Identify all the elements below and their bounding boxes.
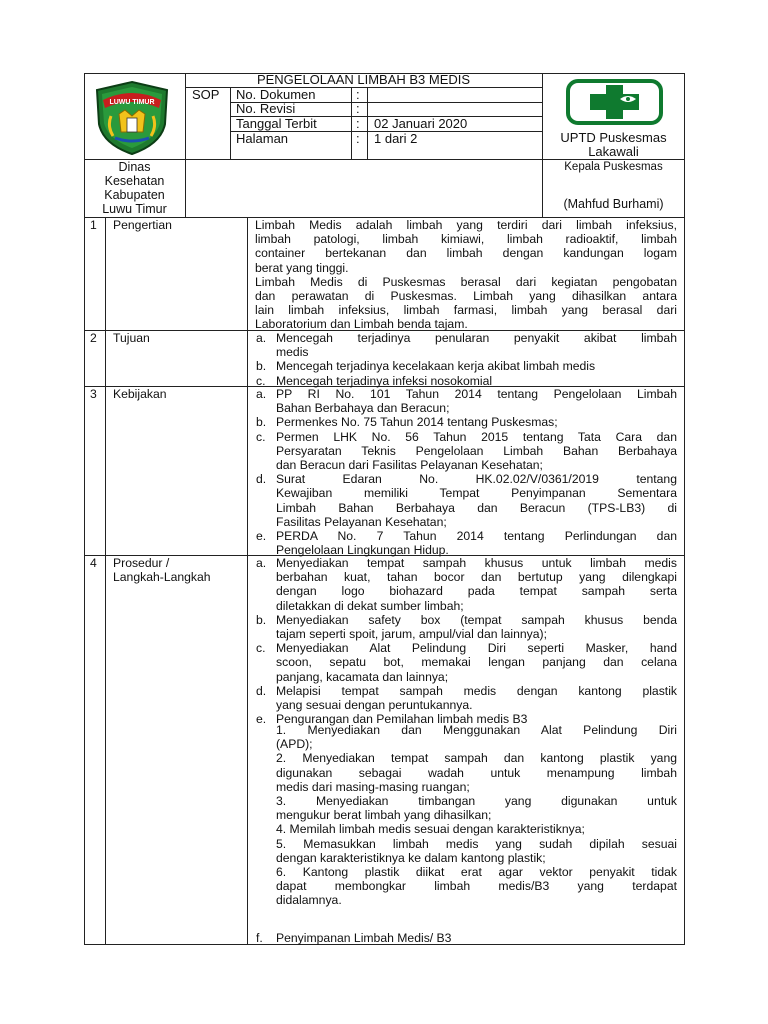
sub-list-item (276, 751, 677, 794)
field-sep: : (356, 116, 360, 131)
section-4-subitems (276, 723, 677, 907)
list-item-text: Penyimpanan Limbah Medis/ B3 (276, 931, 452, 945)
text-line: dengan karakteristiknya ke dalam kantong plastik; (276, 850, 546, 865)
field-value-halaman: 1 dari 2 (374, 131, 418, 146)
left-org-line: Kabupaten (104, 188, 165, 202)
text-line: 3. Menyediakan timbangan yang digunakan untuk (276, 793, 677, 808)
sub-list-item (276, 822, 677, 836)
text-line: scoon, sepatu bot, memakai lengan panjang dan celana (276, 655, 677, 670)
text-line: Mencegah terjadinya infeksi nosokomial (276, 373, 493, 388)
right-org-line1: UPTD Puskesmas (560, 130, 667, 145)
text-line: PERDA No. 7 Tahun 2014 tentang Perlindungan dan (276, 528, 677, 543)
list-item (255, 556, 677, 613)
text-line: 4. Memilah limbah medis sesuai dengan karakteristiknya; (276, 822, 585, 837)
list-marker: c. (256, 641, 266, 656)
text-line: Mencegah terjadinya penularan penyakit akibat limbah (276, 331, 677, 345)
list-marker: e. (256, 712, 267, 727)
text-line: 1. Menyediakan dan Menggunakan Alat Pelindung Diri (276, 723, 677, 737)
puskesmas-logo (566, 79, 663, 125)
list-marker: a. (256, 331, 267, 345)
list-item (255, 387, 677, 415)
section-1-body (255, 218, 677, 332)
section-3-body (255, 387, 677, 557)
list-marker: d. (256, 472, 267, 487)
section-title: Kebijakan (113, 387, 167, 401)
text-line: container bertekanan dan limbah dengan kandungan logam (255, 246, 677, 261)
left-org-line: Kesehatan (104, 174, 165, 188)
field-sep: : (356, 87, 360, 102)
text-line: Persyaratan Teknis Pengelolaan Limbah Bahan Berbahaya (276, 443, 677, 458)
sub-list-item (276, 837, 677, 865)
text-line: Limbah Medis adalah limbah yang terdiri dari limbah infeksius, (255, 218, 677, 232)
left-org-line: Luwu Timur (102, 202, 167, 216)
text-line: panjang, kacamata dan lainnya; (276, 669, 449, 684)
list-marker: f. (256, 931, 263, 945)
text-line: dapat membongkar limbah medis/B3 yang terdapat (276, 879, 677, 894)
section-number: 3 (90, 387, 97, 401)
text-line: 6. Kantong plastik diikat erat agar vektor penyakit tidak (276, 864, 677, 879)
text-line: digunakan sebagai wadah untuk menampung limbah (276, 765, 677, 780)
text-line: Limbah Medis di Puskesmas berasal dari kegiatan pengobatan (255, 274, 677, 289)
list-marker: a. (256, 556, 267, 570)
field-sep: : (356, 101, 360, 116)
left-org-line: Dinas (118, 160, 151, 174)
field-label-no-revisi: No. Revisi (236, 101, 296, 116)
text-line: Permen LHK No. 56 Tahun 2015 tentang Tata Cara dan (276, 429, 677, 444)
text-line: limbah patologi, limbah kimiawi, limbah radioaktif, limbah (255, 232, 677, 247)
right-org-line2: Lakawali (588, 144, 639, 159)
text-line: Menyediakan safety box (tempat sampah khusus benda (276, 612, 677, 627)
list-item (255, 472, 677, 529)
list-marker: c. (256, 373, 266, 388)
section-title-line1: Prosedur / (113, 556, 170, 570)
text-line: mengukur berat limbah yang dihasilkan; (276, 808, 492, 823)
text-line: 2. Menyediakan tempat sampah dan kantong plastik yang (276, 751, 677, 766)
text-line: didalamnya. (276, 893, 342, 908)
sub-list-item (276, 794, 677, 822)
section-2-body (255, 331, 677, 388)
section-title: Tujuan (113, 331, 150, 345)
section-title: Pengertian (113, 218, 172, 232)
text-line: Melapisi tempat sampah medis dengan kantong plastik (276, 683, 677, 698)
text-line: Menyediakan Alat Pelindung Diri seperti Masker, hand (276, 641, 677, 656)
list-item (255, 331, 677, 359)
text-line: Kewajiban memiliki Tempat Penyimpanan Sementara (276, 486, 677, 501)
text-line: diletakkan di dekat sumber limbah; (276, 598, 464, 613)
field-label-halaman: Halaman (236, 131, 289, 146)
section-number: 4 (90, 556, 97, 570)
text-line: Limbah Bahan Berbahaya dan Beracun (TPS-LB3) di (276, 500, 677, 515)
list-marker: b. (256, 359, 267, 374)
section-title-line2: Langkah-Langkah (113, 570, 211, 584)
sub-list-item (276, 865, 677, 908)
text-line: berat yang tinggi. (255, 260, 349, 275)
field-sep: : (356, 131, 360, 146)
text-line: dengan logo biohazard pada tempat sampah serta (276, 584, 677, 599)
text-line: yang sesuai dengan peruntukannya. (276, 697, 473, 712)
list-marker: d. (256, 683, 267, 698)
field-label-no-dokumen: No. Dokumen (236, 87, 316, 102)
text-line: Menyediakan tempat sampah khusus untuk limbah medis (276, 556, 677, 570)
list-item (255, 684, 677, 712)
text-line: medis (276, 345, 309, 360)
signature-name: (Mahfud Burhami) (563, 197, 664, 211)
text-line: dan Beracun dari Fasilitas Pelayanan Kesehatan; (276, 457, 543, 472)
signature-title: Kepala Puskesmas (564, 161, 663, 173)
text-line: Bahan Berbahaya dan Beracun; (276, 401, 450, 416)
luwu-timur-crest-logo (93, 80, 171, 156)
text-line: Laboratorium dan Limbah benda tajam. (255, 317, 468, 332)
list-item (255, 529, 677, 557)
list-marker: b. (256, 612, 267, 627)
text-line: dan perawatan di Puskesmas. Limbah yang dihasilkan antara (255, 288, 677, 303)
list-item (255, 613, 677, 641)
document-title: PENGELOLAAN LIMBAH B3 MEDIS (256, 72, 471, 87)
crest-ribbon-text: LUWU TIMUR (109, 99, 155, 106)
text-line: tajam seperti spoit, jarum, ampul/vial dan lainnya); (276, 626, 547, 641)
text-line: Fasilitas Pelayanan Kesehatan; (276, 514, 447, 529)
list-item (255, 374, 677, 388)
text-line: Surat Edaran No. HK.02.02/V/0361/2019 tentang (276, 472, 677, 487)
list-item (255, 359, 677, 373)
text-line: Mencegah terjadinya kecelakaan kerja akibat limbah medis (276, 359, 596, 374)
list-item (255, 430, 677, 473)
section-number: 2 (90, 331, 97, 345)
text-line: Pengurangan dan Pemilahan limbah medis B3 (276, 712, 528, 727)
text-line: medis dari masing-masing ruangan; (276, 779, 470, 794)
text-line: Permenkes No. 75 Tahun 2014 tentang Puskesmas; (276, 415, 558, 430)
sop-label: SOP (192, 87, 220, 102)
text-line: Pengelolaan Lingkungan Hidup. (276, 543, 449, 558)
list-marker: c. (256, 429, 266, 444)
text-line: PP RI No. 101 Tahun 2014 tentang Pengelolaan Limbah (276, 387, 677, 401)
section-4-body (255, 556, 677, 726)
field-label-tanggal-terbit: Tanggal Terbit (236, 116, 317, 131)
sub-list-item (276, 723, 677, 751)
text-line: 5. Memasukkan limbah medis yang sudah dipilah sesuai (276, 836, 677, 851)
list-item (255, 641, 677, 684)
text-line: (APD); (276, 737, 313, 752)
text-line: lain limbah infeksius, limbah farmasi, limbah yang berasal dari (255, 303, 677, 318)
list-marker: b. (256, 415, 267, 430)
field-value-tanggal-terbit: 02 Januari 2020 (374, 116, 468, 131)
section-number: 1 (90, 218, 97, 232)
text-line: berbahan kuat, tahan bocor dan bertutup yang dilengkapi (276, 570, 677, 585)
list-marker: a. (256, 387, 267, 401)
list-marker: e. (256, 528, 267, 543)
list-item (255, 415, 677, 429)
